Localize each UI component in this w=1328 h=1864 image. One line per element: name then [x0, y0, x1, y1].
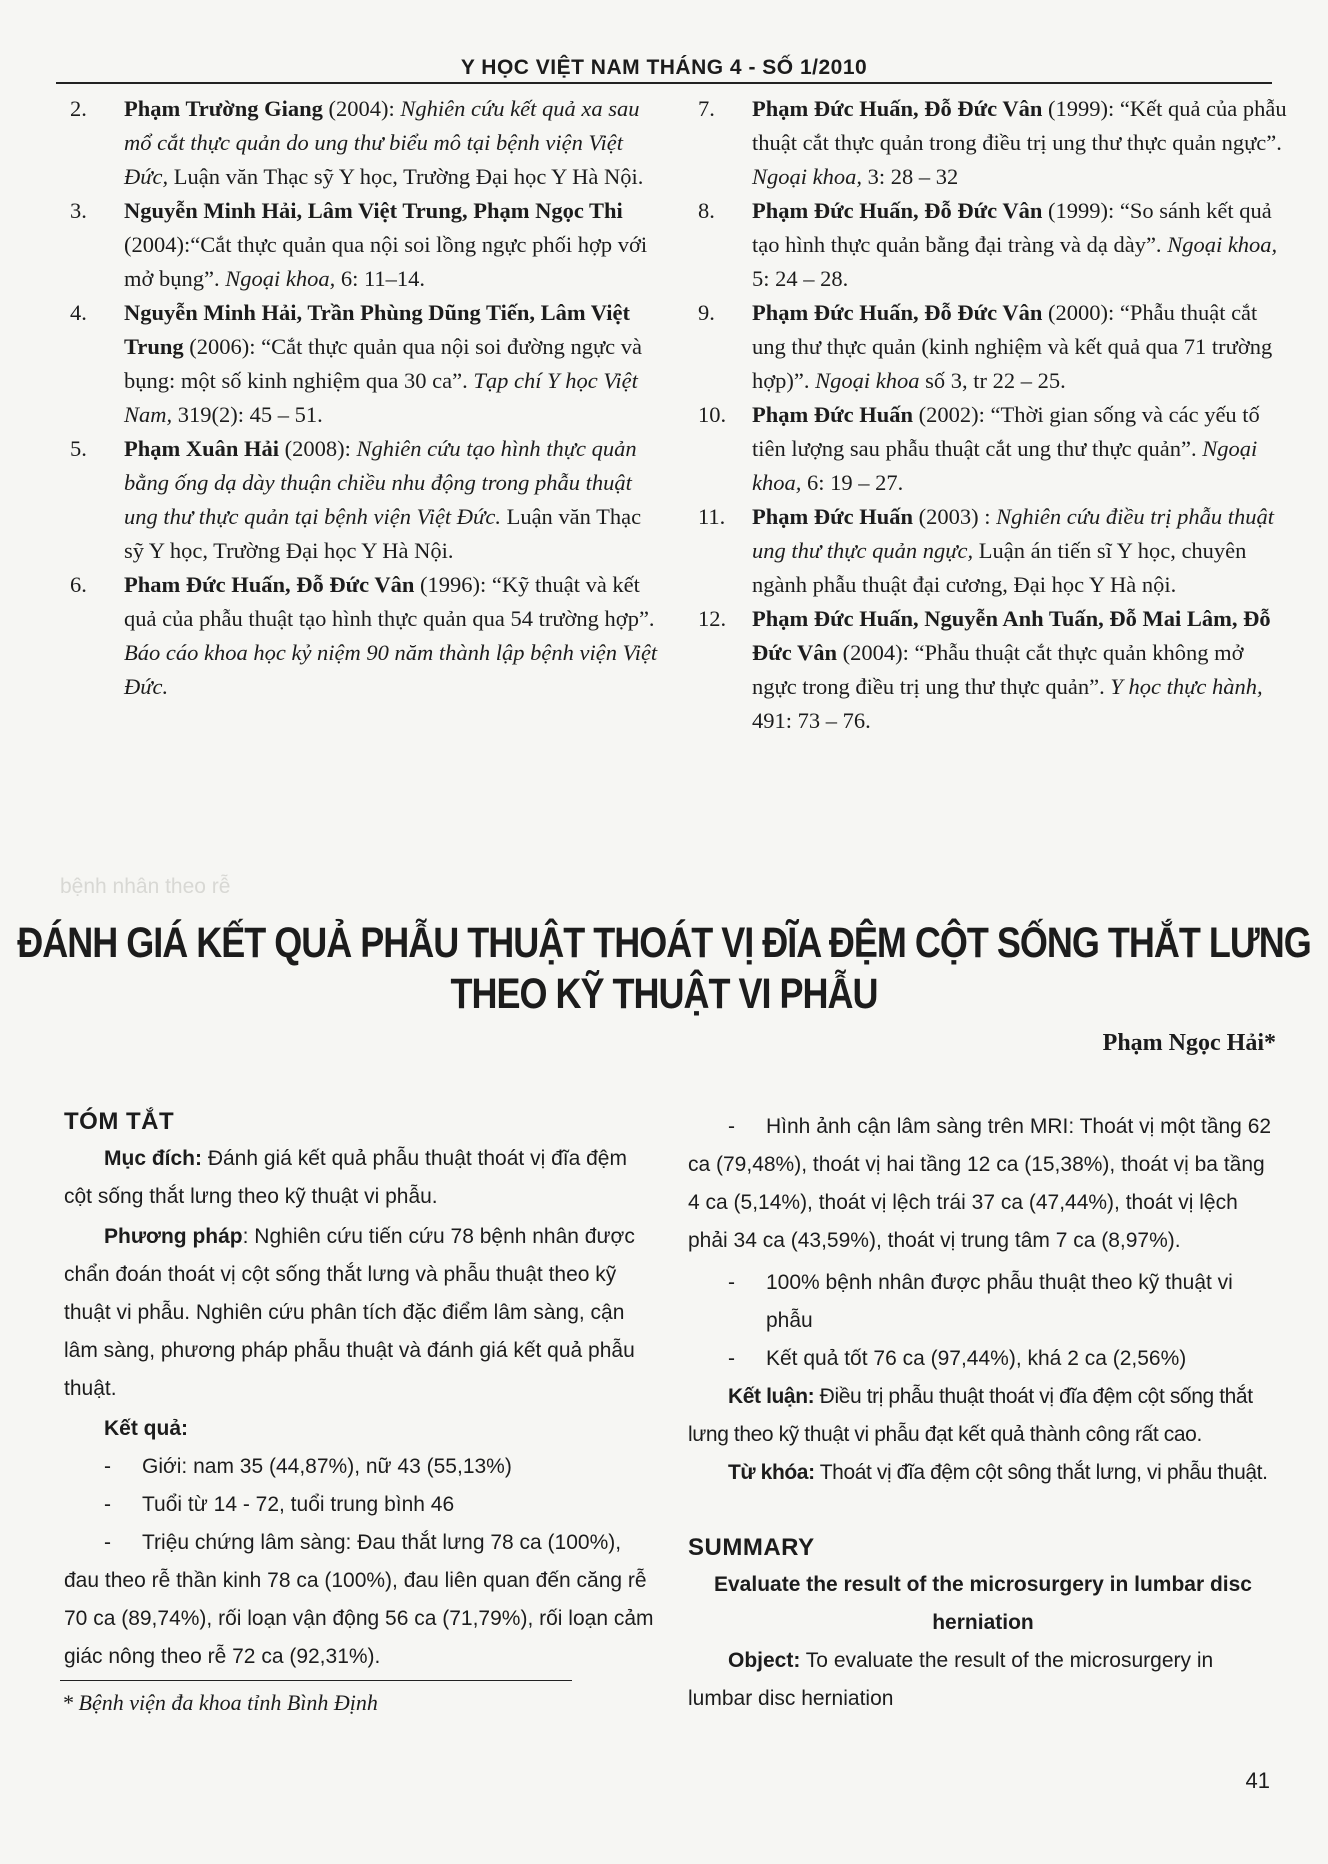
- reference-detail: (2004): “Phẫu thuật cắt thực quản không mở ngực trong điều trị ung thư thực quản”.: [752, 640, 1244, 699]
- reference-detail: (2008):: [279, 436, 357, 461]
- article-author: Phạm Ngọc Hải*: [1102, 1030, 1276, 1056]
- keywords-label: Từ khóa:: [728, 1461, 815, 1484]
- reference-detail: (2004):“Cắt thực quản qua nội soi lồng ngực phối hợp với mở bụng”.: [124, 232, 648, 291]
- keywords-paragraph: [688, 1454, 1278, 1492]
- summary-heading: SUMMARY: [688, 1534, 815, 1561]
- reference-author: Phạm Đức Huấn, Đỗ Đức Vân: [752, 300, 1043, 325]
- reference-number: 9.: [698, 300, 715, 325]
- conclusion-paragraph: [688, 1378, 1278, 1454]
- objective-paragraph: [64, 1140, 656, 1216]
- bullet-gender: - Giới: nam 35 (44,87%), nữ 43 (55,13%): [104, 1455, 512, 1478]
- object-label: Object:: [728, 1649, 801, 1672]
- reference-number: 8.: [698, 198, 715, 223]
- reference-item: [70, 92, 658, 194]
- reference-item: [698, 194, 1288, 296]
- objective-text: Đánh giá kết quả phẫu thuật thoát vị đĩa đệm cột sống thắt lưng theo kỹ thuật vi phẫu.: [64, 1147, 627, 1208]
- reference-pages: Luận văn Thạc sỹ Y học, Trường Đại học Y Hà Nội.: [168, 164, 644, 189]
- reference-source: Ngoại khoa,: [225, 266, 336, 291]
- reference-author: Nguyễn Minh Hải, Trần Phùng Dũng Tiến, Lâm Việt Trung: [124, 300, 630, 359]
- reference-author: Pham Đức Huấn, Đỗ Đức Vân: [124, 572, 415, 597]
- reference-detail: (1999): “So sánh kết quả tạo hình thực quản bằng đại tràng và dạ dày”.: [752, 198, 1272, 257]
- reference-number: 11.: [698, 504, 726, 529]
- bleed-through: bệnh nhân theo rễ: [60, 875, 231, 898]
- reference-number: 4.: [70, 300, 87, 325]
- bullet-mri: - Hình ảnh cận lâm sàng trên MRI: Thoát vị một tầng 62 ca (79,48%), thoát vị hai tầng 12 ca (15,38%), thoát vị ba tầng 4 ca (5,14%), thoát vị lệch trái 37 ca (47,44%), thoát vị lệch phải 34 ca (43,59%), thoát vị trung tâm 7 ca (8,97%).: [688, 1115, 1272, 1252]
- method-text: : Nghiên cứu tiến cứu 78 bệnh nhân được chẩn đoán thoát vị cột sống thắt lưng và phẫu thuật theo kỹ thuật vi phẫu. Nghiên cứu phân tích đặc điểm lâm sàng, cận lâm sàng, phương pháp phẫu thuật và đánh giá kết quả phẫu thuật.: [64, 1225, 635, 1400]
- reference-detail: (2002): “Thời gian sống và các yếu tố tiên lượng sau phẫu thuật cắt ung thư thực quản”.: [752, 402, 1260, 461]
- bullet-symptoms: - Triệu chứng lâm sàng: Đau thắt lưng 78 ca (100%), đau theo rễ thần kinh 78 ca (100%), đau liên quan đến căng rễ 70 ca (89,74%), rối loạn vận động 56 ca (71,79%), rối loạn cảm giác nông theo rễ 72 ca (92,31%).: [64, 1531, 654, 1668]
- reference-pages: Luận án tiến sĩ Y học, chuyên ngành phẫu thuật đại cương, Đại học Y Hà nội.: [752, 538, 1247, 597]
- reference-number: 10.: [698, 402, 727, 427]
- reference-source: Ngoại khoa,: [1167, 232, 1278, 257]
- reference-source: Tạp chí Y học Việt Nam,: [124, 368, 638, 427]
- header-rule: [56, 82, 1272, 84]
- reference-item: [70, 296, 658, 432]
- object-paragraph: [688, 1642, 1278, 1718]
- reference-pages: số 3, tr 22 – 25.: [919, 368, 1066, 393]
- reference-source: Ngoại khoa,: [752, 164, 862, 189]
- reference-item: [698, 398, 1288, 500]
- abstract-heading: TÓM TẮT: [64, 1108, 175, 1135]
- reference-detail: (1996): “Kỹ thuật và kết quả của phẫu thuật tạo hình thực quản qua 54 trường hợp”.: [124, 572, 655, 631]
- bullet-microsurgery: - 100% bệnh nhân được phẫu thuật theo kỹ thuật vi phẫu: [728, 1271, 1233, 1332]
- reference-item: [70, 568, 658, 704]
- reference-pages: 319(2): 45 – 51.: [172, 402, 323, 427]
- method-paragraph: [64, 1218, 656, 1408]
- reference-number: 6.: [70, 572, 87, 597]
- reference-author: Phạm Đức Huấn, Đỗ Đức Vân: [752, 96, 1043, 121]
- results-label: Kết quả:: [104, 1417, 188, 1440]
- reference-item: [70, 194, 658, 296]
- reference-detail: (2000): “Phẫu thuật cắt ung thư thực quản (kinh nghiệm và kết quả qua 71 trường hợp)”.: [752, 300, 1273, 393]
- object-text: To evaluate the result of the microsurgery in lumbar disc herniation: [688, 1649, 1214, 1710]
- reference-item: [70, 432, 658, 568]
- reference-item: [698, 500, 1288, 602]
- right-column: [688, 1108, 1278, 1718]
- reference-number: 3.: [70, 198, 87, 223]
- reference-author: Phạm Trường Giang: [124, 96, 323, 121]
- reference-number: 7.: [698, 96, 715, 121]
- page-number: 41: [1245, 1768, 1270, 1793]
- reference-pages: 3: 28 – 32: [862, 164, 959, 189]
- reference-source: Ngoại khoa,: [752, 436, 1258, 495]
- reference-author: Phạm Đức Huấn, Đỗ Đức Vân: [752, 198, 1043, 223]
- bullet-age: - Tuổi từ 14 - 72, tuổi trung bình 46: [104, 1493, 455, 1516]
- method-label: Phương pháp: [104, 1225, 243, 1248]
- reference-item: [698, 602, 1288, 738]
- reference-author: Phạm Đức Huấn: [752, 402, 914, 427]
- reference-author: Phạm Xuân Hải: [124, 436, 280, 461]
- bullet-result: - Kết quả tốt 76 ca (97,44%), khá 2 ca (2,56%): [728, 1347, 1187, 1370]
- left-column: [64, 1108, 656, 1676]
- reference-detail: (1999): “Kết quả của phẫu thuật cắt thực quản trong điều trị ung thư thực quản ngực”.: [752, 96, 1287, 155]
- conclusion-label: Kết luận:: [728, 1385, 815, 1408]
- summary-title: Evaluate the result of the microsurgery in lumbar disc herniation: [714, 1573, 1252, 1634]
- reference-source: Ngoại khoa: [815, 368, 920, 393]
- reference-author: Phạm Đức Huấn, Nguyễn Anh Tuấn, Đỗ Mai Lâm, Đỗ Đức Vân: [752, 606, 1271, 665]
- references-right: [698, 92, 1288, 738]
- reference-detail: (2004):: [322, 96, 401, 121]
- footnote: * Bệnh viện đa khoa tỉnh Bình Định: [62, 1690, 378, 1715]
- reference-item: [698, 296, 1288, 398]
- reference-source: Báo cáo khoa học kỷ niệm 90 năm thành lập bệnh viện Việt Đức.: [124, 640, 658, 699]
- reference-detail: (2003) :: [913, 504, 997, 529]
- footnote-rule: [60, 1680, 572, 1681]
- reference-number: 5.: [70, 436, 87, 461]
- references-left: [70, 92, 658, 704]
- objective-label: Mục đích:: [104, 1147, 202, 1170]
- reference-number: 2.: [70, 96, 87, 121]
- journal-header: Y HỌC VIỆT NAM THÁNG 4 - SỐ 1/2010: [460, 56, 868, 79]
- reference-number: 12.: [698, 606, 727, 631]
- reference-pages: 491: 73 – 76.: [752, 708, 871, 733]
- reference-source: Nghiên cứu kết quả xa sau mổ cắt thực quản do ung thư biểu mô tại bệnh viện Việt Đức,: [124, 96, 640, 189]
- reference-detail: (2006): “Cắt thực quản qua nội soi đường ngực và bụng: một số kinh nghiệm qua 30 ca”.: [124, 334, 643, 393]
- reference-source: Nghiên cứu điều trị phẫu thuật ung thư thực quản ngực,: [752, 504, 1275, 563]
- article-title-line1: ĐÁNH GIÁ KẾT QUẢ PHẪU THUẬT THOÁT VỊ ĐĨA ĐỆM CỘT SỐNG THẮT LƯNG: [17, 918, 1311, 967]
- reference-author: Phạm Đức Huấn: [752, 504, 914, 529]
- reference-pages: Luận văn Thạc sỹ Y học, Trường Đại học Y Hà Nội.: [124, 504, 642, 563]
- keywords-text: Thoát vị đĩa đệm cột sông thắt lưng, vi phẫu thuật.: [814, 1461, 1268, 1484]
- reference-pages: 6: 19 – 27.: [801, 470, 904, 495]
- reference-pages: 5: 24 – 28.: [752, 266, 849, 291]
- reference-pages: 6: 11–14.: [335, 266, 426, 291]
- reference-source: Nghiên cứu tạo hình thực quản bằng ống dạ dày thuận chiều nhu động trong phẫu thuật ung thư thực quản tại bệnh viện Việt Đức.: [124, 436, 637, 529]
- reference-source: Y học thực hành,: [1110, 674, 1263, 699]
- conclusion-text: Điều trị phẫu thuật thoát vị đĩa đệm cột sống thắt lưng theo kỹ thuật vi phẫu đạt kết quả thành công rất cao.: [688, 1385, 1253, 1446]
- reference-item: [698, 92, 1288, 194]
- article-title-line2: THEO KỸ THUẬT VI PHẪU: [450, 969, 878, 1018]
- reference-author: Nguyễn Minh Hải, Lâm Việt Trung, Phạm Ngọc Thi: [124, 198, 623, 223]
